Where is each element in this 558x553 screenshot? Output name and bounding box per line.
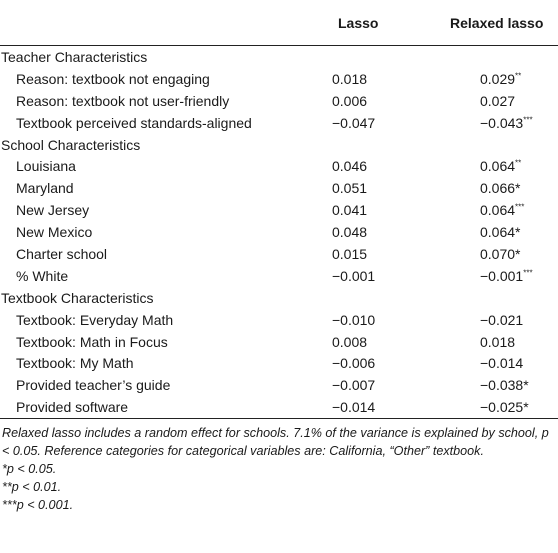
section-row — [0, 287, 558, 309]
section-heading: Textbook Characteristics — [1, 289, 154, 306]
significance-marker: *** — [523, 268, 533, 278]
relaxed-lasso-value: −0.038* — [480, 377, 529, 394]
lasso-value: −0.047 — [332, 114, 376, 131]
table-row — [0, 221, 558, 243]
section-row — [0, 134, 558, 156]
row-label: Provided teacher’s guide — [16, 377, 171, 394]
table-row — [0, 90, 558, 112]
table-row — [0, 265, 558, 287]
row-label: Charter school — [16, 245, 108, 262]
relaxed-lasso-cell — [448, 287, 558, 309]
header-relaxed-lasso: Relaxed lasso — [448, 0, 558, 46]
lasso-value — [320, 46, 448, 68]
relaxed-lasso-cell — [448, 331, 558, 353]
row-label: Textbook: My Math — [16, 355, 134, 372]
note-main: Relaxed lasso includes a random effect for schools. 7.1% of the variance is explained by school, p < 0.05. Reference categories for categorical variables are: California, “Other” textbook. — [2, 426, 549, 459]
table-row — [0, 199, 558, 221]
row-label: Provided software — [0, 396, 320, 418]
table-row — [0, 112, 558, 134]
table-row — [0, 352, 558, 374]
section-heading: Teacher Characteristics — [1, 48, 148, 65]
significance-marker: ** — [515, 71, 522, 81]
row-label: Reason: textbook not engaging — [16, 70, 210, 87]
table-body — [0, 46, 558, 419]
lasso-value — [320, 287, 448, 309]
table-row — [0, 155, 558, 177]
relaxed-lasso-cell — [448, 155, 558, 177]
lasso-value: 0.046 — [332, 158, 368, 175]
lasso-value: −0.001 — [332, 267, 376, 284]
relaxed-lasso-value: −0.021 — [480, 311, 524, 328]
row-label: Louisiana — [16, 158, 76, 175]
relaxed-lasso-cell — [448, 68, 558, 90]
significance-marker: ** — [515, 158, 522, 168]
relaxed-lasso-value: 0.018 — [480, 333, 516, 350]
row-label: Textbook: Math in Focus — [16, 333, 168, 350]
lasso-value — [320, 134, 448, 156]
relaxed-lasso-value: 0.070* — [480, 245, 521, 262]
lasso-value: −0.007 — [332, 377, 376, 394]
row-label: Textbook: Everyday Math — [16, 311, 174, 328]
note-p001: ***p < 0.001. — [2, 498, 74, 513]
relaxed-lasso-value: 0.029 — [480, 70, 516, 87]
relaxed-lasso-value: 0.064 — [480, 202, 516, 219]
table-row — [0, 243, 558, 265]
table-row — [0, 177, 558, 199]
relaxed-lasso-value: 0.066* — [480, 180, 521, 197]
relaxed-lasso-cell — [448, 309, 558, 331]
relaxed-lasso-cell — [448, 221, 558, 243]
relaxed-lasso-cell — [448, 265, 558, 287]
table-row — [0, 396, 558, 418]
note-p05: *p < 0.05. — [2, 462, 57, 477]
row-label: New Mexico — [16, 224, 93, 241]
relaxed-lasso-cell — [448, 134, 558, 156]
table-row — [0, 68, 558, 90]
lasso-value: −0.014 — [320, 396, 448, 418]
relaxed-lasso-value: −0.014 — [480, 355, 524, 372]
significance-marker: *** — [523, 114, 533, 124]
relaxed-lasso-value: −0.001 — [480, 267, 524, 284]
relaxed-lasso-value: −0.043 — [480, 114, 524, 131]
header-lasso: Lasso — [320, 0, 448, 46]
row-label: New Jersey — [16, 202, 90, 219]
lasso-value: 0.048 — [332, 224, 368, 241]
relaxed-lasso-value: 0.027 — [480, 92, 516, 109]
section-row — [0, 46, 558, 68]
table-row — [0, 331, 558, 353]
relaxed-lasso-value: −0.025* — [480, 399, 529, 416]
relaxed-lasso-cell — [448, 46, 558, 68]
table-row — [0, 309, 558, 331]
header-label — [0, 0, 320, 46]
lasso-value: 0.051 — [332, 180, 368, 197]
section-heading: School Characteristics — [1, 136, 141, 153]
relaxed-lasso-cell — [448, 352, 558, 374]
lasso-value: 0.018 — [332, 70, 368, 87]
lasso-value: 0.015 — [332, 245, 368, 262]
note-p01: **p < 0.01. — [2, 480, 62, 495]
relaxed-lasso-cell — [448, 177, 558, 199]
relaxed-lasso-cell — [448, 243, 558, 265]
row-label: % White — [16, 267, 69, 284]
row-label: Textbook perceived standards-aligned — [16, 114, 252, 131]
relaxed-lasso-cell — [448, 199, 558, 221]
row-label: Maryland — [16, 180, 74, 197]
relaxed-lasso-cell — [448, 396, 558, 418]
relaxed-lasso-value: 0.064* — [480, 224, 521, 241]
table-header-row — [0, 0, 558, 46]
relaxed-lasso-cell — [448, 90, 558, 112]
relaxed-lasso-cell — [448, 112, 558, 134]
lasso-value: 0.008 — [332, 333, 368, 350]
lasso-value: 0.006 — [332, 92, 368, 109]
table-row — [0, 374, 558, 396]
relaxed-lasso-cell — [448, 374, 558, 396]
relaxed-lasso-value: 0.064 — [480, 158, 516, 175]
lasso-value: 0.041 — [332, 202, 368, 219]
lasso-value: −0.010 — [332, 311, 376, 328]
row-label: Reason: textbook not user-friendly — [16, 92, 230, 109]
table-notes — [0, 419, 558, 514]
significance-marker: *** — [515, 202, 525, 212]
lasso-value: −0.006 — [332, 355, 376, 372]
